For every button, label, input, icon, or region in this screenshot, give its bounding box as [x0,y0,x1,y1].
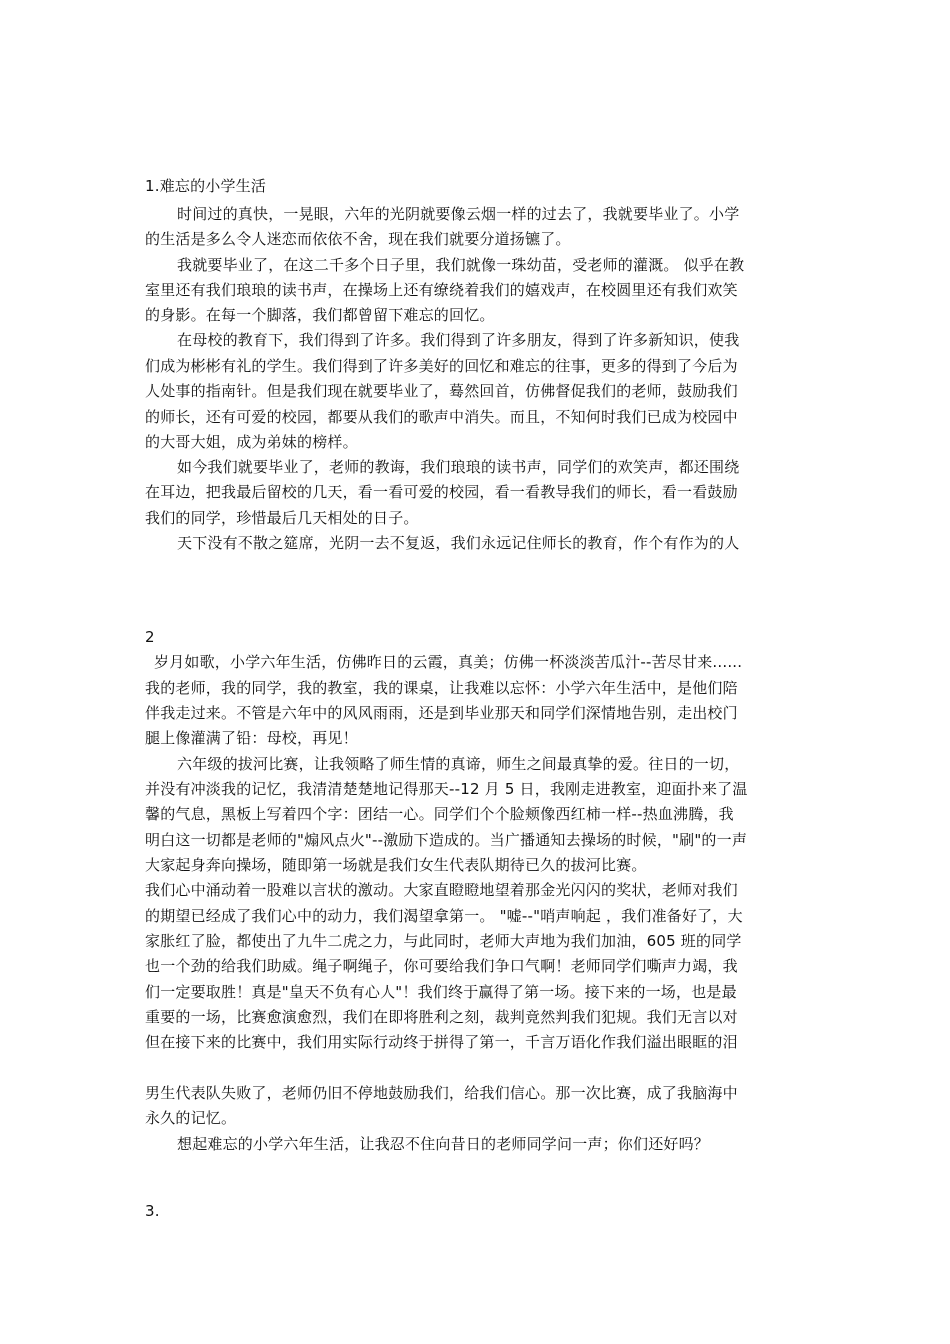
paragraph-line: 家胀红了脸，都使出了九牛二虎之力，与此同时，老师大声地为我们加油，605 班的同学 [145,932,742,950]
paragraph-line: 想起难忘的小学六年生活，让我忍不住向昔日的老师同学问一声；你们还好吗？ [177,1135,710,1153]
paragraph-line: 们一定要取胜！真是"皇天不负有心人"！我们终于赢得了第一场。接下来的一场，也是最 [145,983,737,1001]
paragraph-line: 我就要毕业了，在这二千多个日子里，我们就像一珠幼苗，受老师的灌溉。 似乎在教 [177,256,745,274]
paragraph-line: 在母校的教育下，我们得到了许多。我们得到了许多朋友，得到了许多新知识，使我 [177,331,740,349]
paragraph-line: 大家起身奔向操场，随即第一场就是我们女生代表队期待已久的拔河比赛。 [145,856,647,874]
section1-title: 1.难忘的小学生活 [145,177,267,195]
paragraph-line: 我们的同学，珍惜最后几天相处的日子。 [145,509,419,527]
paragraph-line: 重要的一场，比赛愈演愈烈，我们在即将胜利之刻，裁判竟然判我们犯规。我们无言以对 [145,1008,738,1026]
paragraph-line: 伴我走过来。不管是六年中的风风雨雨，还是到毕业那天和同学们深情地告别，走出校门 [145,704,738,722]
paragraph-line: 如今我们就要毕业了，老师的教诲，我们琅琅的读书声，同学们的欢笑声，都还围绕 [177,458,740,476]
section2-number: 2 [145,628,155,646]
paragraph-line: 也一个劲的给我们助威。绳子啊绳子，你可要给我们争口气啊！老师同学们嘶声力竭，我 [145,957,738,975]
paragraph-line: 人处事的指南针。但是我们现在就要毕业了，蓦然回首，仿佛督促我们的老师，鼓励我们 [145,382,738,400]
paragraph-line: 的师长，还有可爱的校园，都要从我们的歌声中消失。而且，不知何时我们已成为校园中 [145,408,738,426]
paragraph-line: 的大哥大姐，成为弟妹的榜样。 [145,433,358,451]
paragraph-line: 男生代表队失败了，老师仍旧不停地鼓励我们，给我们信心。那一次比赛，成了我脑海中 [145,1084,738,1102]
paragraph-line: 馨的气息，黑板上写着四个字：团结一心。同学们个个脸颊像西红柿一样--热血沸腾，我 [145,805,734,823]
paragraph-line: 的期望已经成了我们心中的动力，我们渴望拿第一。 "嘘--"哨声响起 ，我们准备好了，大 [145,907,743,925]
paragraph-line: 的生活是多么令人迷恋而依依不舍，现在我们就要分道扬镳了。 [145,230,571,248]
paragraph-line: 室里还有我们琅琅的读书声，在操场上还有缭绕着我们的嬉戏声，在校圆里还有我们欢笑 [145,281,738,299]
paragraph-line: 天下没有不散之筵席，光阴一去不复返，我们永远记住师长的教育，作个有作为的人 [177,534,740,552]
paragraph-line: 腿上像灌满了铅：母校，再见！ [145,729,358,747]
paragraph-line: 在耳边，把我最后留校的几天，看一看可爱的校园，看一看教导我们的师长，看一看鼓励 [145,483,738,501]
paragraph-line: 的身影。在每一个脚落，我们都曾留下难忘的回忆。 [145,306,495,324]
paragraph-line: 并没有冲淡我的记忆，我清清楚楚地记得那天--12 月 5 日，我刚走进教室，迎面扑来了温 [145,780,748,798]
paragraph-line: 岁月如歌，小学六年生活，仿佛昨日的云霞，真美；仿佛一杯淡淡苦瓜汁--苦尽甘来...... [154,653,743,671]
paragraph-line: 们成为彬彬有礼的学生。我们得到了许多美好的回忆和难忘的往事，更多的得到了今后为 [145,357,738,375]
paragraph-line: 六年级的拔河比赛，让我领略了师生情的真谛，师生之间最真挚的爱。往日的一切， [177,755,740,773]
paragraph-line: 时间过的真快，一晃眼，六年的光阴就要像云烟一样的过去了，我就要毕业了。小学 [177,205,740,223]
paragraph-line: 明白这一切都是老师的"煽风点火"--激励下造成的。当广播通知去操场的时候，"刷"的一声 [145,831,748,849]
paragraph-line: 我的老师，我的同学，我的教室，我的课桌，让我难以忘怀：小学六年生活中，是他们陪 [145,679,738,697]
paragraph-line: 永久的记忆。 [145,1109,237,1127]
paragraph-line: 但在接下来的比赛中，我们用实际行动终于拼得了第一，千言万语化作我们溢出眼眶的泪 [145,1033,738,1051]
section3-number: 3. [145,1202,160,1220]
paragraph-line: 我们心中涌动着一股难以言状的激动。大家直瞪瞪地望着那金光闪闪的奖状，老师对我们 [145,881,738,899]
